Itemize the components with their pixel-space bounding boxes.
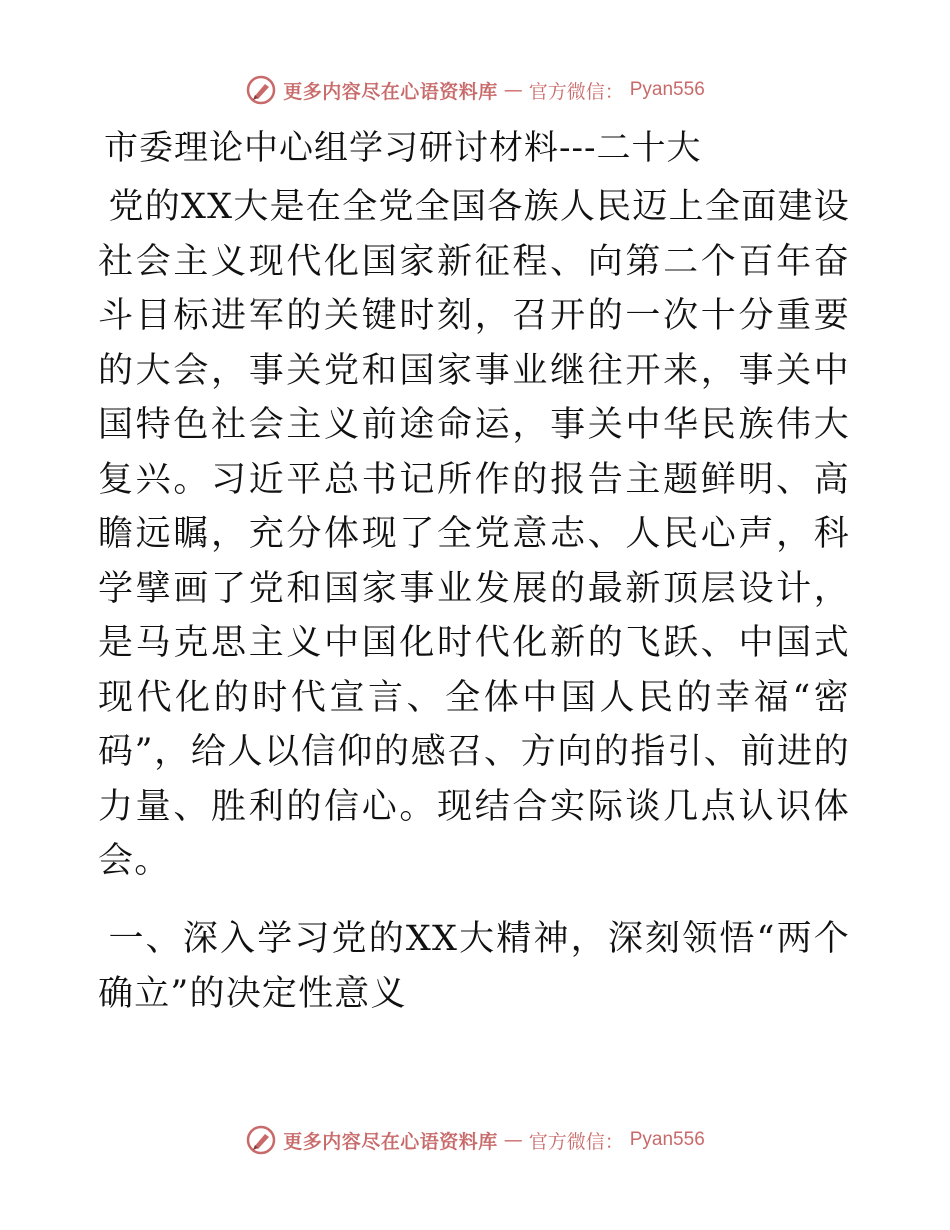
watermark-separator: — <box>503 79 523 101</box>
section-heading: 一、深入学习党的XX大精神，深刻领悟“两个确立”的决定性意义 <box>98 919 850 1014</box>
watermark-separator: — <box>503 1129 523 1151</box>
watermark-wechat-id: Pyan556 <box>629 79 705 100</box>
watermark-label: 官方微信： <box>528 80 624 103</box>
watermark-site-text: 更多内容尽在心语资料库 <box>283 1130 498 1153</box>
watermark-wechat-id: Pyan556 <box>629 1129 705 1150</box>
watermark-label: 官方微信： <box>528 1130 624 1153</box>
pen-nib-logo-icon <box>245 74 277 106</box>
intro-paragraph: 党的XX大是在全党全国各族人民迈上全面建设社会主义现代化国家新征程、向第二个百年奋斗目标进军的关键时刻，召开的一次十分重要的大会，事关党和国家事业继往开来，事关中国特色社会主义前途命运，事关中华民族伟大复兴。习近平总书记所作的报告主题鲜明、高瞻远瞩，充分体现了全党意志、人民心声，科学擘画了党和国家事业发展的最新顶层设计，是马克思主义中国化时代化新的飞跃、中国式现代化的时代宣言、全体中国人民的幸福“密码”，给人以信仰的感召、方向的指引、前进的力量、胜利的信心。现结合实际谈几点认识体会。 <box>98 187 850 881</box>
watermark-site-text: 更多内容尽在心语资料库 <box>283 80 498 103</box>
watermark-footer <box>0 1124 950 1156</box>
pen-nib-logo-icon <box>245 1124 277 1156</box>
document-title: 市委理论中心组学习研讨材料---二十大 <box>104 128 702 168</box>
watermark-header <box>0 74 950 106</box>
